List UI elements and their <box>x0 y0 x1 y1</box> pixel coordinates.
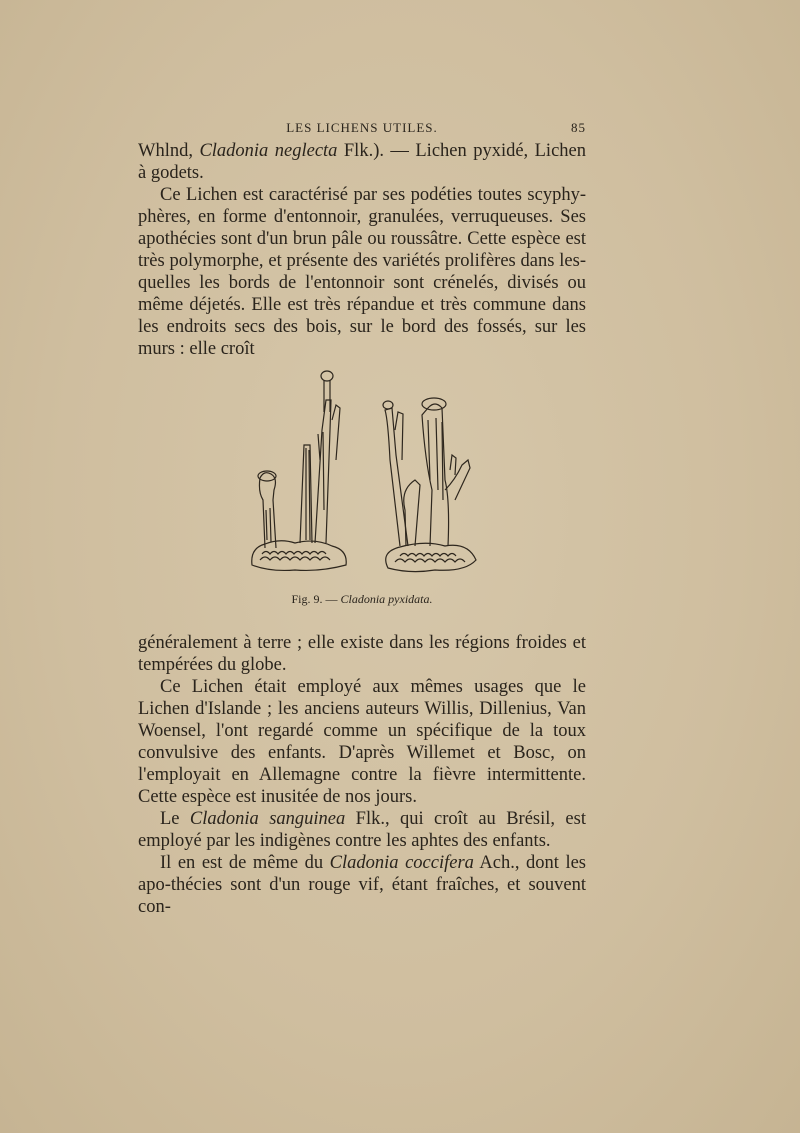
paragraph <box>138 808 586 852</box>
text-run: Il en est de même du <box>160 853 330 873</box>
species-name: Cladonia sanguinea <box>189 809 346 829</box>
caption-species: Cladonia pyxidata. <box>340 592 433 606</box>
text-run: Flk.). — Lichen pyxidé, Lichen à godets. <box>138 141 586 183</box>
paragraph <box>138 184 586 360</box>
species-name: Cladonia coccifera <box>329 853 474 873</box>
text-run: Ce Lichen est caractérisé par ses podéties toutes scyphy-phères, en forme d'entonnoir, granulées, verruqueuses. Ses apothécies sont d'un brun pâle ou roussâtre. Cette espèce est très polymorphe, et présente des variétés prolifères dans les-quelles les bords de l'entonnoir sont crénelés, divisés ou même déjetés. Elle est très répandue et très commune dans les endroits secs des bois, sur le bord des fossés, sur les murs : elle croît <box>138 185 586 359</box>
page-number: 85 <box>571 120 586 135</box>
caption-prefix: Fig. 9. — <box>291 592 341 606</box>
text-run: Le <box>160 809 190 829</box>
lichen-illustration <box>240 360 490 585</box>
paragraph <box>138 676 586 808</box>
running-header <box>138 120 586 138</box>
text-run: Whlnd, <box>138 141 200 161</box>
paragraph <box>138 632 586 676</box>
running-title: LES LICHENS UTILES. <box>286 120 438 135</box>
paragraph <box>138 852 586 918</box>
text-run: généralement à terre ; elle existe dans les régions froides et tempérées du globe. <box>138 633 586 675</box>
species-name: Cladonia neglecta <box>199 141 338 161</box>
text-block-bottom <box>138 632 586 918</box>
text-run: Ach., dont les apo-thécies sont d'un rouge vif, étant fraîches, et souvent con- <box>138 853 586 917</box>
figure-caption <box>138 592 586 607</box>
text-block-top <box>138 140 586 360</box>
paragraph <box>138 140 586 184</box>
text-run: Flk., qui croît au Brésil, est employé par les indigènes contre les aphtes des enfants. <box>138 809 586 851</box>
text-run: Ce Lichen était employé aux mêmes usages que le Lichen d'Islande ; les anciens auteurs Willis, Dillenius, Van Woensel, l'ont regardé comme un spécifique de la toux convulsive des enfants. D'après Willemet et Bosc, on l'employait en Allemagne contre la fièvre intermittente. Cette espèce est inusitée de nos jours. <box>138 677 586 807</box>
cladonia-drawing <box>240 360 490 585</box>
